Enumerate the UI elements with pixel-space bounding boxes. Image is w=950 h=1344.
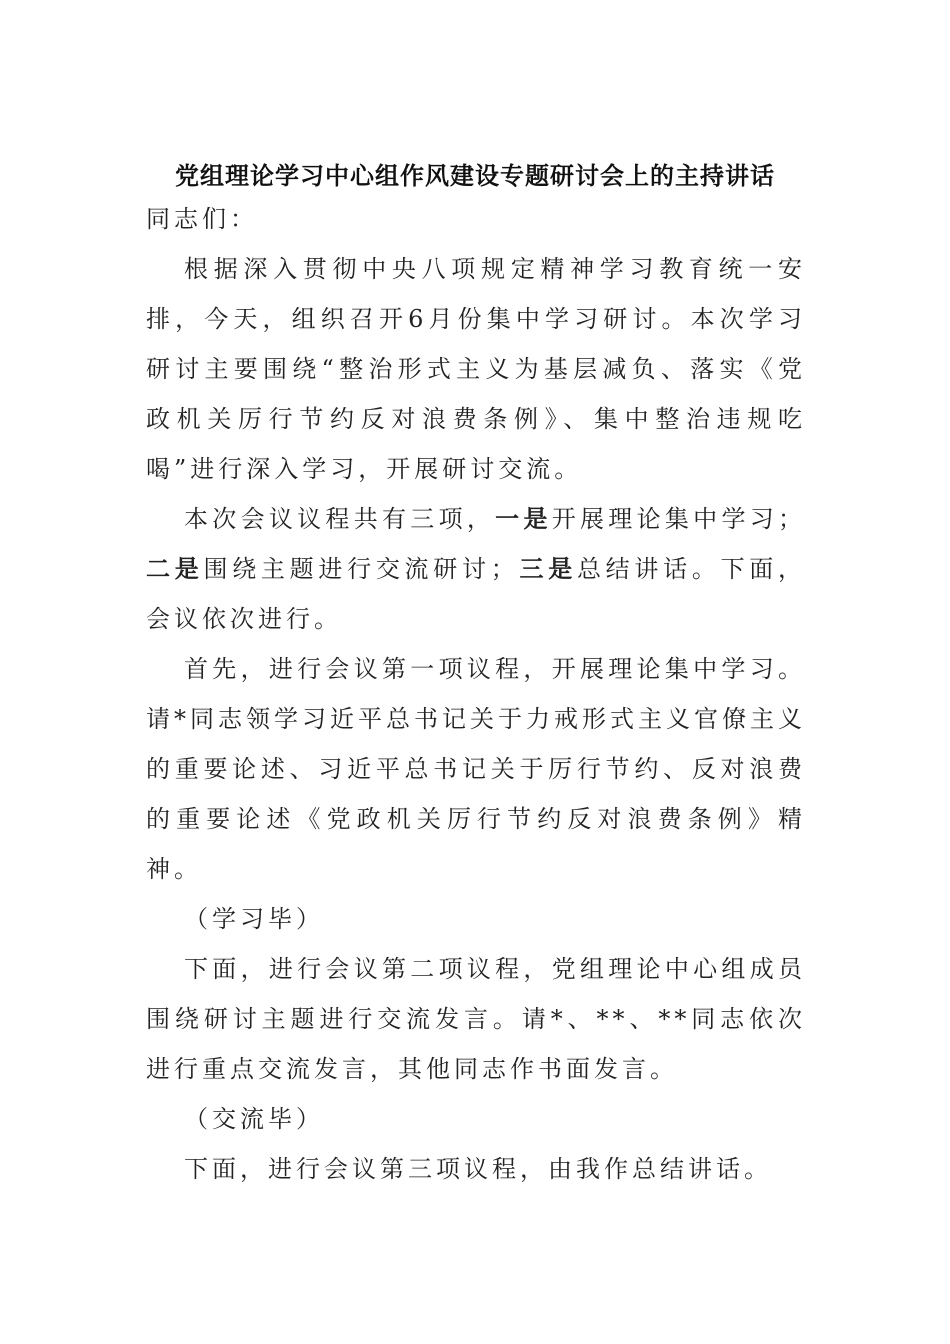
agenda-item3-text: 总结讲话。下面，会议依次进行。 bbox=[146, 555, 807, 633]
paragraph-agenda-three: 下面，进行会议第三项议程，由我作总结讲话。 bbox=[184, 1155, 772, 1183]
paragraph-agenda-two: 下面，进行会议第二项议程，党组理论中心组成员围绕研讨主题进行交流发言。请*、**、**同志依次进行重点交流发言，其他同志作书面发言。 bbox=[146, 955, 806, 1083]
note-exchange-done: （交流毕） bbox=[184, 1105, 324, 1133]
document-title: 党组理论学习中心组作风建设专题研讨会上的主持讲话 bbox=[175, 161, 775, 190]
agenda-item3-label: 三是 bbox=[518, 554, 577, 583]
paragraph-background: 根据深入贯彻中央八项规定精神学习教育统一安排，今天，组织召开6月份集中学习研讨。本次学习研讨主要围绕“整治形式主义为基层减负、落实《党政机关厉行节约反对浪费条例》、集中整治违规吃喝”进行深入学习，开展研讨交流。 bbox=[146, 255, 806, 483]
paragraph-agenda-one: 首先，进行会议第一项议程，开展理论集中学习。请*同志领学习近平总书记关于力戒形式主义官僚主义的重要论述、习近平总书记关于厉行节约、反对浪费的重要论述《党政机关厉行节约反对浪费条例》精神。 bbox=[146, 655, 806, 883]
paragraph-agenda bbox=[146, 494, 806, 644]
agenda-item2-label: 二是 bbox=[146, 554, 204, 583]
document-body bbox=[146, 194, 806, 1194]
agenda-item1-text: 开展理论集中学习； bbox=[551, 505, 807, 533]
note-study-done: （学习毕） bbox=[184, 905, 324, 933]
agenda-intro: 本次会议议程共有三项， bbox=[184, 505, 496, 533]
agenda-item2-text: 围绕主题进行交流研讨； bbox=[203, 555, 519, 583]
agenda-item1-label: 一是 bbox=[495, 504, 552, 533]
salutation: 同志们： bbox=[146, 205, 258, 233]
